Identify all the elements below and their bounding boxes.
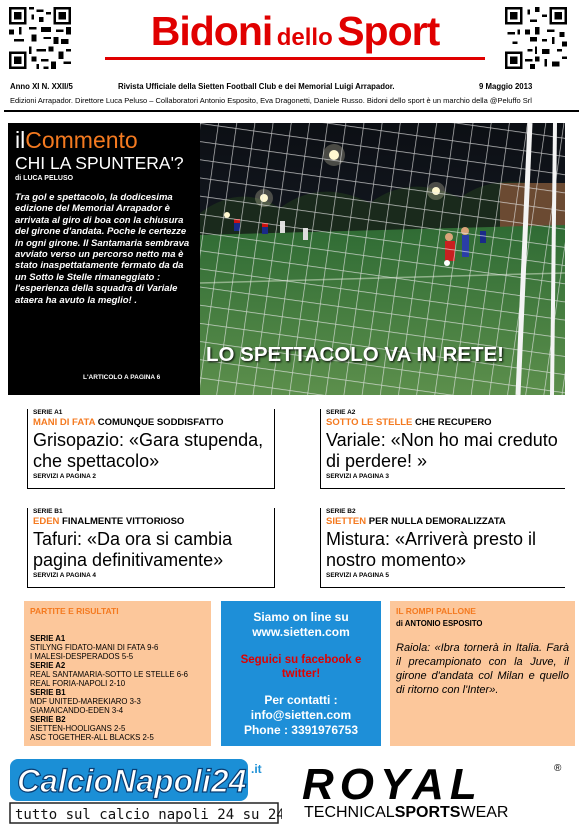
rompi-pallone-title: IL ROMPI PALLONE: [396, 606, 476, 616]
commento-title-commento: Commento: [25, 127, 138, 153]
results-match: REAL SANTAMARIA-SOTTO LE STELLE 6-6: [30, 670, 189, 679]
article-servizi: SERVIZI A PAGINA 5: [326, 572, 389, 579]
royal-registered-mark: ®: [554, 763, 562, 774]
commento-author: di LUCA PELUSO: [15, 175, 74, 182]
contacts-panel: [221, 601, 381, 746]
online-text: Siamo on line su: [253, 610, 349, 624]
masthead-title: [95, 8, 495, 55]
article-serie: SERIE B2: [326, 508, 356, 515]
article-title[interactable]: Tafuri: «Da ora si cambia pagina definitivamente»: [33, 529, 233, 570]
commento-title: [15, 127, 194, 153]
social-text-2[interactable]: twitter!: [281, 668, 321, 680]
results-match: I MALESI-DESPERADOS 5-5: [30, 652, 134, 661]
article-serie: SERIE A1: [33, 409, 63, 416]
results-match: GIAMAICANDO-EDEN 3-4: [30, 706, 124, 715]
article-servizi: SERVIZI A PAGINA 4: [33, 572, 96, 579]
editorial-credits: Edizioni Arrapador. Direttore Luca Peluso – Collaboratori Antonio Esposito, Eva Dragonetti, Daniele Russo. Bidoni dello sport è un marchio della @Peluffo Srl: [10, 96, 532, 105]
article-title[interactable]: Variale: «Non ho mai creduto di perdere! »: [326, 430, 558, 471]
results-serie: SERIE A2: [30, 661, 66, 670]
commento-box: [8, 123, 200, 395]
issue-number: Anno XI N. XXII/5: [10, 82, 73, 91]
article-serie: SERIE A2: [326, 409, 356, 416]
phone-number[interactable]: Phone : 3391976753: [243, 723, 359, 737]
calcionapoli24-banner[interactable]: [7, 757, 282, 825]
calcionapoli24-tld: .it: [251, 762, 262, 776]
rompi-pallone-panel: [390, 601, 575, 746]
royal-logo-text: ROYAL: [302, 760, 483, 809]
commento-title-il: il: [15, 127, 26, 153]
email-link[interactable]: info@sietten.com: [250, 708, 352, 722]
calcionapoli24-tagline: tutto sul calcio napoli 24 su 24: [15, 807, 282, 823]
commento-headline: CHI LA SPUNTERA'?: [15, 153, 184, 173]
photo-caption: LO SPETTACOLO VA IN RETE!: [206, 343, 505, 366]
article-right-rule: [274, 409, 275, 489]
qr-code-left: [9, 7, 71, 69]
royal-tagline-1: TECHNICAL: [304, 804, 395, 821]
article-title[interactable]: Grisopazio: «Gara stupenda, che spettacolo»: [33, 430, 264, 471]
article-kicker-text: PER NULLA DEMORALIZZATA: [368, 516, 506, 527]
article-divider: [320, 488, 565, 489]
issue-date: 9 Maggio 2013: [479, 82, 533, 91]
results-list: [30, 634, 205, 742]
article-kicker: [326, 516, 576, 527]
commento-body: Tra gol e spettacolo, la dodicesima edizione del Memorial Arrapador è arrivata al giro di boa con la chiusura del girone d'andata. Poche le certezze in ogni girone. Il Santamaria sembrava avviato verso un percorso netto ma è stato inaspettatamente fermato da da un Sotto le Stelle rimaneggiato : l'esperienza della squadra di Variale ataera ha avuto la meglio! .: [15, 192, 190, 306]
article-servizi: SERVIZI A PAGINA 2: [33, 473, 96, 480]
contact-label: Per contatti :: [264, 693, 338, 707]
calcionapoli24-logo-text: CalcioNapoli24: [17, 763, 247, 799]
social-text-1[interactable]: Seguici su facebook e: [240, 654, 362, 666]
article-kicker: [326, 417, 576, 428]
article-title[interactable]: Mistura: «Arriverà presto il nostro momento»: [326, 529, 537, 570]
article-kicker-text: CHE RECUPERO: [412, 417, 492, 428]
results-serie: SERIE B2: [30, 715, 66, 724]
qr-code-right: [505, 7, 567, 69]
article-serie-a2[interactable]: [326, 409, 576, 480]
article-serie-b1[interactable]: [33, 508, 283, 579]
article-left-rule: [27, 409, 28, 488]
results-panel: [24, 601, 211, 746]
results-match: SIETTEN-HOOLIGANS 2-5: [30, 724, 126, 733]
rompi-pallone-author: di ANTONIO ESPOSITO: [396, 619, 483, 628]
article-serie-a1[interactable]: [33, 409, 283, 480]
royal-sportswear-banner[interactable]: [296, 757, 578, 825]
masthead-word-3: Sport: [337, 8, 440, 54]
article-servizi: SERVIZI A PAGINA 3: [326, 473, 389, 480]
article-kicker-text: FINALMENTE VITTORIOSO: [59, 516, 185, 527]
results-serie: SERIE A1: [30, 634, 66, 643]
masthead-word-1: Bidoni: [150, 8, 273, 54]
results-match: ASC TOGETHER-ALL BLACKS 2-5: [30, 733, 154, 742]
article-right-rule: [274, 508, 275, 588]
magazine-subtitle: Rivista Ufficiale della Sietten Football Club e dei Memorial Luigi Arrapador.: [118, 82, 395, 91]
article-team: EDEN: [33, 516, 60, 527]
article-team: SIETTEN: [326, 516, 369, 527]
website-link[interactable]: www.sietten.com: [252, 625, 350, 639]
article-left-rule: [320, 508, 321, 587]
results-match: MDF UNITED-MAREKIARO 3-3: [30, 697, 141, 706]
article-team: MANI DI FATA: [33, 417, 96, 428]
article-serie-b2[interactable]: [326, 508, 576, 579]
cover-photo: [200, 123, 565, 395]
masthead-word-2: dello: [276, 24, 333, 51]
article-left-rule: [27, 508, 28, 587]
rompi-pallone-body: Raiola: «Ibra tornerà in Italia. Farà il precampionato con la Juve, il girone d'andata col Milan e quello di ritorno con l'Inter».: [396, 642, 569, 696]
results-match: STILYNG FIDATO-MANI DI FATA 9-6: [30, 643, 159, 652]
article-serie: SERIE B1: [33, 508, 63, 515]
article-team: SOTTO LE STELLE: [326, 417, 413, 428]
header-divider: [4, 110, 579, 112]
article-divider: [320, 587, 565, 588]
article-divider: [27, 587, 275, 588]
results-serie: SERIE B1: [30, 688, 66, 697]
results-title: PARTITE E RISULTATI: [30, 606, 119, 616]
commento-continue-link[interactable]: L'ARTICOLO A PAGINA 6: [83, 374, 161, 381]
royal-tagline-2: SPORTS: [394, 804, 461, 821]
royal-tagline-3: WEAR: [460, 804, 509, 821]
article-kicker: [33, 417, 283, 428]
article-kicker: [33, 516, 283, 527]
royal-tagline: [304, 804, 508, 821]
article-kicker-text: COMUNQUE SODDISFATTO: [95, 417, 224, 428]
article-divider: [27, 488, 275, 489]
article-left-rule: [320, 409, 321, 488]
results-match: REAL FORIA-NAPOLI 2-10: [30, 679, 126, 688]
masthead-underline: [105, 57, 485, 60]
